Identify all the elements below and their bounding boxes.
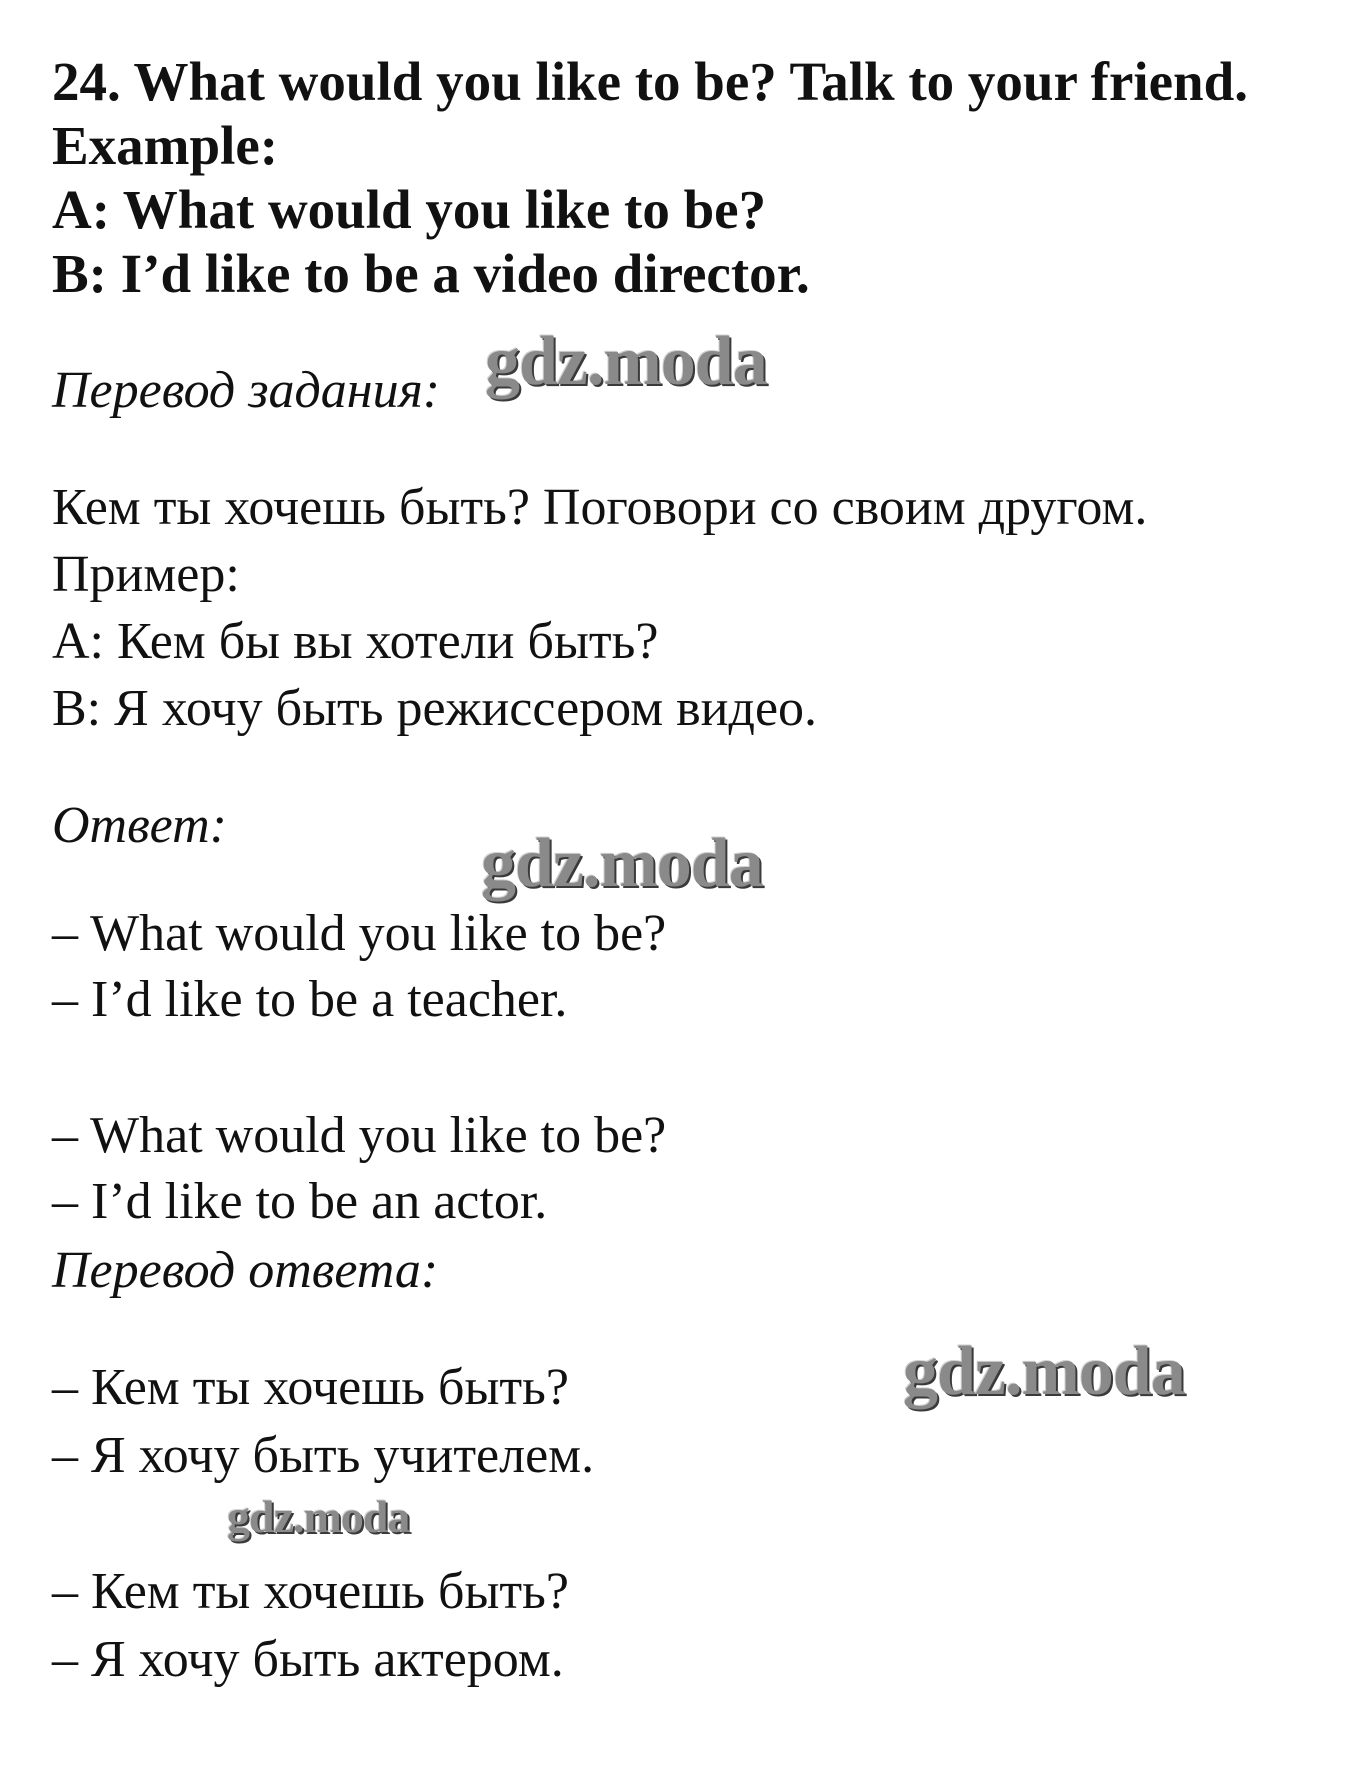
watermark-logo: gdz.moda [903, 1333, 1185, 1410]
task-translation-line: А: Кем бы вы хотели быть? [52, 613, 659, 670]
task-translation-line: Пример: [52, 546, 240, 603]
answer-heading: Ответ: [52, 797, 227, 854]
example-line-a: A: What would you like to be? [52, 179, 767, 240]
answer-dialog-line: – What would you like to be? [52, 1107, 667, 1164]
answer-dialog-line: – I’d like to be a teacher. [52, 971, 568, 1028]
task-translation-heading: Перевод задания: [52, 362, 441, 419]
watermark-logo: gdz.moda [481, 825, 763, 902]
watermark-logo: gdz.moda [485, 323, 767, 400]
example-line-b: B: I’d like to be a video director. [52, 243, 810, 304]
task-translation-line: В: Я хочу быть режиссером видео. [52, 680, 818, 737]
answer-dialog-line: – What would you like to be? [52, 905, 667, 962]
task-translation-line: Кем ты хочешь быть? Поговори со своим другом. [52, 479, 1148, 536]
answer-translation-line: – Я хочу быть актером. [52, 1631, 564, 1688]
example-label: Example: [52, 115, 279, 176]
answer-dialog-line: – I’d like to be an actor. [52, 1173, 548, 1230]
answer-translation-line: – Кем ты хочешь быть? [52, 1563, 569, 1620]
watermark-logo: gdz.moda [227, 1491, 410, 1542]
task-title: 24. What would you like to be? Talk to your friend. [52, 51, 1248, 112]
answer-translation-heading: Перевод ответа: [52, 1242, 439, 1299]
answer-translation-line: – Кем ты хочешь быть? [52, 1359, 569, 1416]
answer-translation-line: – Я хочу быть учителем. [52, 1427, 595, 1484]
